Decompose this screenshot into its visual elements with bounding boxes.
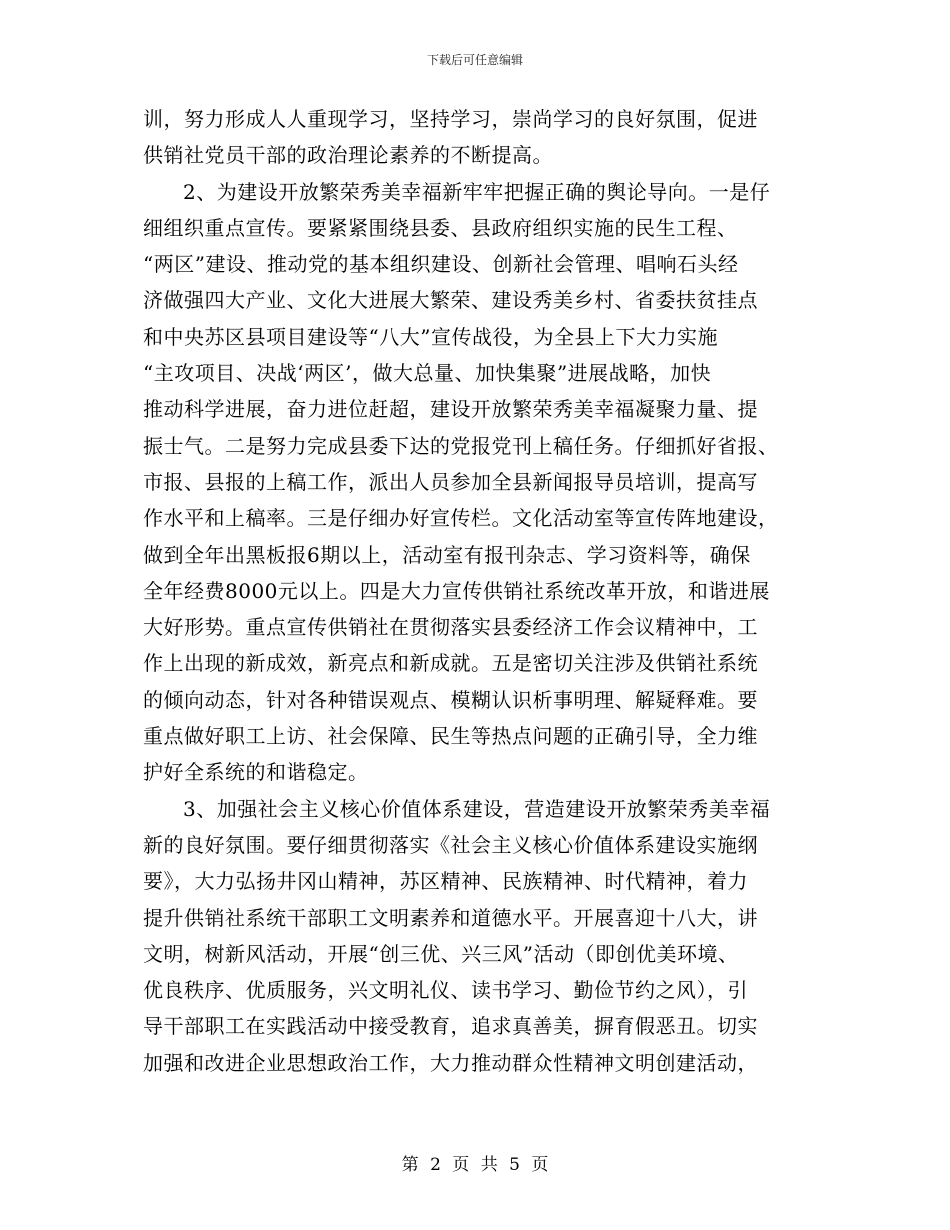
text-line: 全年经费8000元以上。四是大力宣传供销社系统改革开放，和谐进展 [143,578,770,603]
text-line: 作水平和上稿率。三是仔细办好宣传栏。文化活动室等宣传阵地建设， [143,506,779,531]
text-line: 3、加强社会主义核心价值体系建设，营造建设开放繁荣秀美幸福 [183,796,771,821]
text-line: 导干部职工在实践活动中接受教育，追求真善美，摒育假恶丑。切实 [143,1014,758,1039]
paragraph [143,791,809,1081]
text-line: 优良秩序、优质服务，兴文明礼仪、读书学习、勤俭节约之风），引 [143,978,748,1003]
text-line: 重点做好职工上访、社会保障、民生等热点问题的正确引导，全力维 [143,724,758,749]
text-line: 新的良好氛围。要仔细贯彻落实《社会主义核心价值体系建设实施纲 [143,832,758,857]
text-line: “两区”建设、推动党的基本组织建设、创新社会管理、唱响石头经 [143,252,739,277]
text-line: 和中央苏区县项目建设等“八大”宣传战役，为全县上下大力实施 [143,324,718,349]
document-body [143,101,809,1081]
text-line: 要》，大力弘扬井冈山精神，苏区精神、民族精神、时代精神，着力 [143,869,748,894]
page-header: 下载后可任意编辑 [426,53,523,67]
text-line: 文明，树新风活动，开展“创三优、兴三风”活动（即创优美环境、 [143,941,739,966]
text-line: 济做强四大产业、文化大进展大繁荣、建设秀美乡村、省委扶贫挂点 [143,288,758,313]
text-line: 2、为建设开放繁荣秀美幸福新牢牢把握正确的舆论导向。一是仔 [183,179,771,204]
text-line: 细组织重点宣传。要紧紧围绕县委、县政府组织实施的民生工程、 [143,215,738,240]
page-footer: 第 2 页 共 5 页 [401,1155,549,1175]
text-line: 训，努力形成人人重现学习，坚持学习，崇尚学习的良好氛围，促进 [143,107,758,131]
paragraph [143,101,809,174]
text-line: 的倾向动态，针对各种错误观点、模糊认识析事明理、解疑释难。要 [143,687,758,712]
text-line: 作上出现的新成效，新亮点和新成就。五是密切关注涉及供销社系统 [143,651,758,676]
text-line: 大好形势。重点宣传供销社在贯彻落实县委经济工作会议精神中，工 [143,615,758,640]
text-line: 市报、县报的上稿工作，派出人员参加全县新闻报导员培训，提高写 [143,469,758,494]
text-line: “主攻项目、决战‘两区’，做大总量、加快集聚”进展战略，加快 [143,361,712,386]
paragraph [143,174,809,791]
text-line: 振士气。二是努力完成县委下达的党报党刊上稿任务。仔细抓好省报、 [143,433,779,458]
text-line: 加强和改进企业思想政治工作，大力推动群众性精神文明创建活动， [143,1050,758,1075]
text-line: 推动科学进展，奋力进位赶超，建设开放繁荣秀美幸福凝聚力量、提 [143,397,758,422]
text-line: 护好全系统的和谐稳定。 [143,760,369,785]
text-line: 做到全年出黑板报6期以上，活动室有报刊杂志、学习资料等，确保 [143,542,751,567]
text-line: 提升供销社系统干部职工文明素养和道德水平。开展喜迎十八大，讲 [143,905,758,930]
text-line: 供销社党员干部的政治理论素养的不断提高。 [143,143,553,168]
